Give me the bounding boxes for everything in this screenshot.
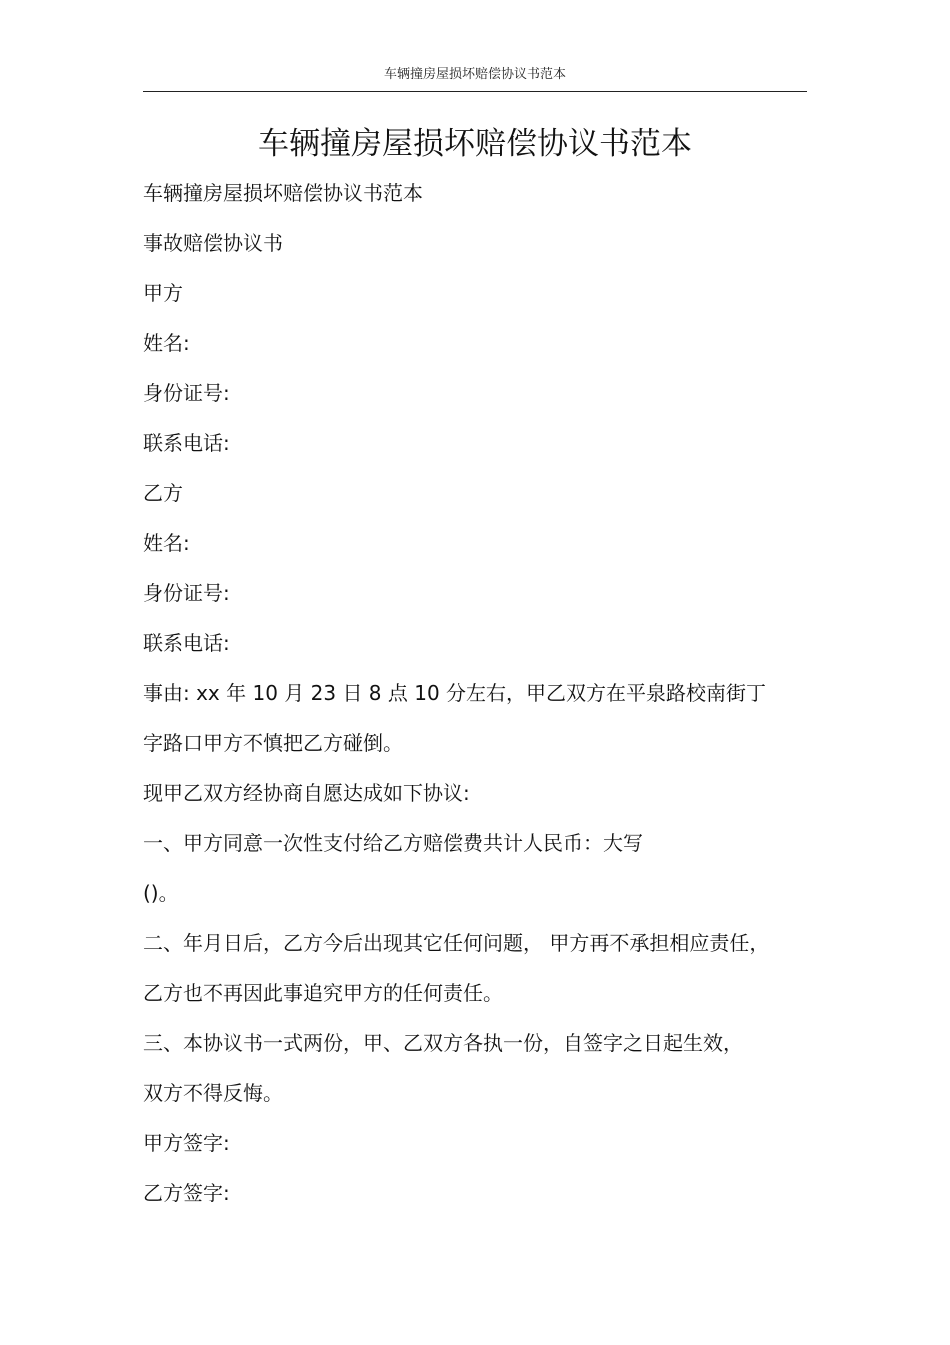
agreement-intro: 现甲乙双方经协商自愿达成如下协议:: [143, 781, 470, 805]
clause-3-line-2: 双方不得反悔。: [143, 1081, 283, 1105]
incident-reason-line-2: 字路口甲方不慎把乙方碰倒。: [143, 731, 403, 755]
clause-2-line-2: 乙方也不再因此事追究甲方的任何责任。: [143, 981, 503, 1005]
header-divider: [143, 91, 807, 92]
clause-3-line-1: 三、本协议书一式两份，甲、乙双方各执一份，自签字之日起生效，: [143, 1031, 743, 1055]
clause-2-line-1: 二、年月日后，乙方今后出现其它任何问题， 甲方再不承担相应责任，: [143, 931, 770, 955]
running-header: 车辆撞房屋损坏赔偿协议书范本: [383, 67, 566, 82]
party-a-label: 甲方: [143, 281, 183, 305]
party-a-id-field: 身份证号:: [143, 381, 230, 405]
party-b-id-field: 身份证号:: [143, 581, 230, 605]
document-body: [143, 168, 807, 1218]
clause-1-line-1: 一、甲方同意一次性支付给乙方赔偿费共计人民币：大写: [143, 831, 643, 855]
subtitle-line: 车辆撞房屋损坏赔偿协议书范本: [143, 181, 423, 205]
document-title: 车辆撞房屋损坏赔偿协议书范本: [258, 126, 692, 162]
party-b-name-field: 姓名:: [143, 531, 190, 555]
party-a-signature: 甲方签字:: [143, 1131, 230, 1155]
party-b-phone-field: 联系电话:: [143, 631, 230, 655]
agreement-heading: 事故赔偿协议书: [143, 231, 283, 255]
party-b-label: 乙方: [143, 481, 183, 505]
party-b-signature: 乙方签字:: [143, 1181, 230, 1205]
incident-reason-line-1: 事由: xx 年 10 月 23 日 8 点 10 分左右，甲乙双方在平泉路校南街丁: [143, 681, 767, 705]
clause-1-line-2: ()。: [143, 881, 179, 905]
party-a-name-field: 姓名:: [143, 331, 190, 355]
party-a-phone-field: 联系电话:: [143, 431, 230, 455]
